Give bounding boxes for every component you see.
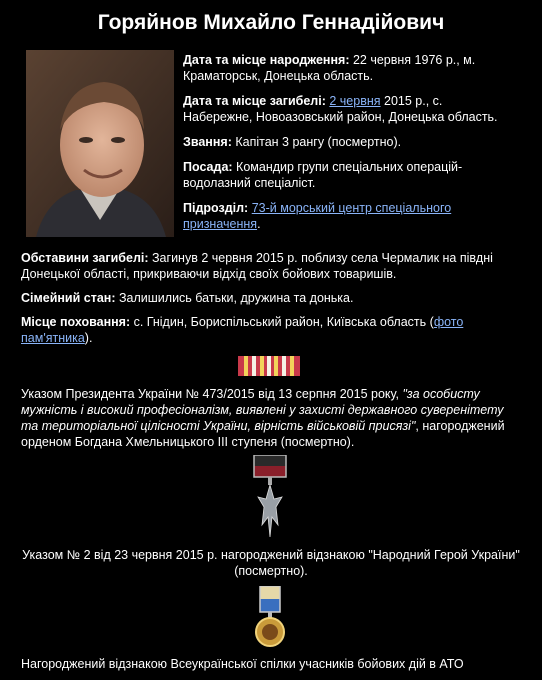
position-row xyxy=(183,159,513,191)
footer-award-text: Нагороджений відзнакою Всеукраїнської спілки учасників бойових дій в АТО xyxy=(21,657,464,671)
footer-cut-text xyxy=(21,656,521,680)
family-row xyxy=(21,290,521,306)
bohdan-khmelnytsky-order-icon xyxy=(252,455,288,539)
burial-after: ). xyxy=(84,331,93,345)
order-ribbon-icon xyxy=(238,356,300,376)
rank-label: Звання: xyxy=(183,135,232,149)
unit-row xyxy=(183,200,513,232)
decree-1 xyxy=(21,386,521,458)
death-date-link[interactable]: 2 червня xyxy=(329,94,381,108)
portrait-photo xyxy=(26,50,174,237)
burial-row xyxy=(21,314,521,346)
decree1-end: , нагороджений орденом Богдана Хмельницького ІІІ ступеня (посмертно). xyxy=(21,419,505,449)
unit-after: . xyxy=(257,217,261,231)
details-block xyxy=(21,250,521,354)
burial-photo-link[interactable]: фото пам'ятника xyxy=(21,315,464,345)
position-label: Посада: xyxy=(183,160,233,174)
death-label: Дата та місце загибелі: xyxy=(183,94,326,108)
people-hero-medal-icon xyxy=(252,586,288,648)
death-row xyxy=(183,93,513,125)
bio-block xyxy=(183,52,513,241)
decree1-quote: "за особисту мужність і високий професіоналізм, виявлені у захисті державного суверенітету та територіальної цілісності України, вірність військовій присязі" xyxy=(21,387,504,433)
death-value: 2015 р., с. Набережне, Новоазовський район, Донецька область. xyxy=(183,94,498,124)
birth-row xyxy=(183,52,513,84)
circumstances-value: Загинув 2 червня 2015 р. поблизу села Чермалик на півдні Донецької області, прикриваючи відхід своїх бойових товаришів. xyxy=(21,251,493,281)
unit-link[interactable]: 73-й морський центр спеціального призначення xyxy=(183,201,452,231)
position-value: Командир групи спеціальних операцій-водолазний спеціаліст. xyxy=(183,160,463,190)
rank-value: Капітан 3 рангу (посмертно). xyxy=(231,135,402,149)
decree-2 xyxy=(21,547,521,587)
birth-value: 22 червня 1976 р., м. Краматорськ, Донецька область. xyxy=(183,53,476,83)
birth-label: Дата та місце народження: xyxy=(183,53,350,67)
rank-row xyxy=(183,134,513,150)
unit-label: Підрозділ: xyxy=(183,201,249,215)
decree1-start: Указом Президента України № 473/2015 від 13 серпня 2015 року, xyxy=(21,387,403,401)
page-title: Горяйнов Михайло Геннадійович xyxy=(97,11,445,34)
circumstances-row xyxy=(21,250,521,282)
circumstances-label: Обставини загибелі: xyxy=(21,251,149,265)
family-label: Сімейний стан: xyxy=(21,291,116,305)
decree2-text: Указом № 2 від 23 червня 2015 р. нагороджений відзнакою "Народний Герой України" (посмертно). xyxy=(22,548,520,578)
burial-value: с. Гнідин, Бориспільський район, Київська область ( xyxy=(130,315,434,329)
family-value: Залишились батьки, дружина та донька. xyxy=(115,291,354,305)
burial-label: Місце поховання: xyxy=(21,315,131,329)
